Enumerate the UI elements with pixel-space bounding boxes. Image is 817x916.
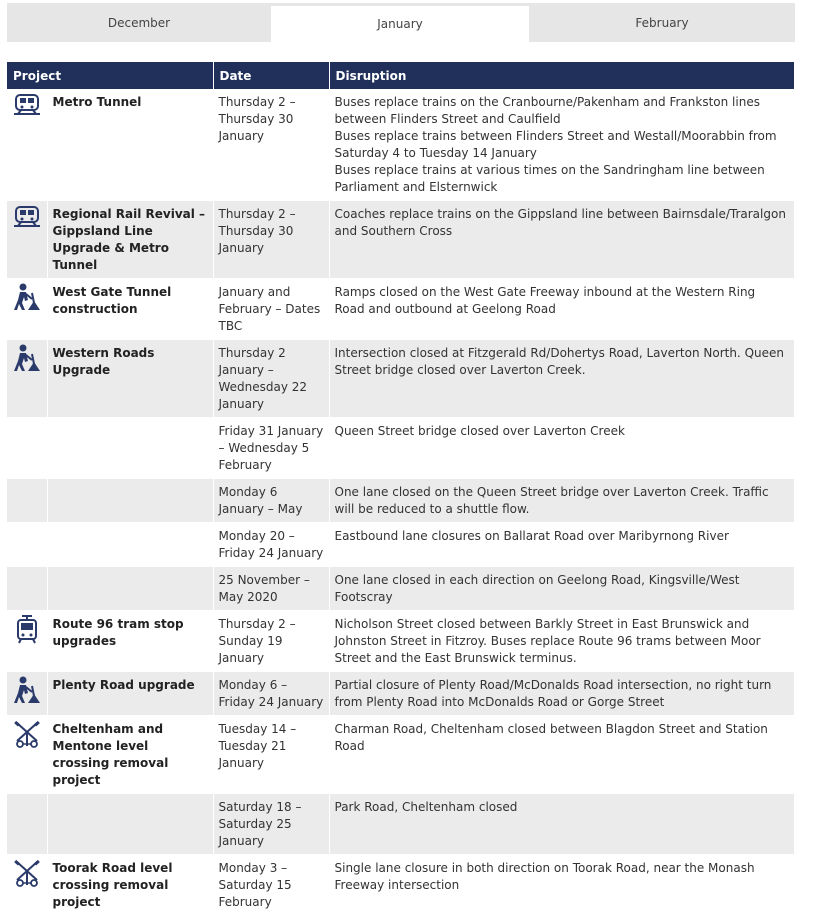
disruption-cell <box>329 855 794 916</box>
disruption-cell <box>329 279 794 340</box>
roadworker-icon <box>9 676 45 704</box>
tab-january[interactable]: January <box>271 6 529 42</box>
project-icon-cell <box>7 89 47 201</box>
date-cell: Tuesday 14 – Tuesday 21 January <box>213 716 329 794</box>
disruption-cell <box>329 89 794 201</box>
date-cell: Thursday 2 January – Wednesday 22 January <box>213 340 329 418</box>
disruption-text: One lane closed on the Queen Street bridge over Laverton Creek. Traffic will be reduced to a shuttle flow. <box>334 485 769 516</box>
disruption-cell <box>329 672 794 716</box>
date-cell: January and February – Dates TBC <box>213 279 329 340</box>
project-name <box>47 418 213 479</box>
project-icon-cell <box>7 855 47 916</box>
date-cell: Monday 6 – Friday 24 January <box>213 672 329 716</box>
disruption-text: Eastbound lane closures on Ballarat Road over Maribyrnong River <box>334 529 729 543</box>
roadworker-icon <box>9 344 45 372</box>
project-icon-cell <box>7 340 47 418</box>
header-project: Project <box>7 62 213 89</box>
project-icon-cell <box>7 523 47 567</box>
project-name: Route 96 tram stop upgrades <box>47 611 213 672</box>
project-icon-cell <box>7 201 47 279</box>
disruption-cell <box>329 340 794 418</box>
table-body <box>7 89 794 916</box>
disruption-text: Intersection closed at Fitzgerald Rd/Dohertys Road, Laverton North. Queen Street bridge closed over Laverton Creek. <box>334 346 784 377</box>
date-cell: Friday 31 January – Wednesday 5 February <box>213 418 329 479</box>
disruption-text: Buses replace trains at various times on the Sandringham line between Parliament and Elsternwick <box>334 163 765 194</box>
date-cell: Monday 20 – Friday 24 January <box>213 523 329 567</box>
disruption-text: Coaches replace trains on the Gippsland line between Bairnsdale/Traralgon and Southern Cross <box>334 207 786 238</box>
date-cell: Thursday 2 – Thursday 30 January <box>213 89 329 201</box>
month-tabs <box>7 3 795 42</box>
header-date: Date <box>213 62 329 89</box>
disruption-cell <box>329 716 794 794</box>
date-cell: Monday 6 January – May <box>213 479 329 523</box>
roadworker-icon <box>9 283 45 311</box>
table-row <box>7 201 794 279</box>
disruption-cell <box>329 479 794 523</box>
table-row <box>7 279 794 340</box>
project-name: Western Roads Upgrade <box>47 340 213 418</box>
date-cell: Thursday 2 – Thursday 30 January <box>213 201 329 279</box>
disruption-cell <box>329 794 794 855</box>
project-name: Plenty Road upgrade <box>47 672 213 716</box>
level-crossing-icon <box>9 859 45 889</box>
train-icon <box>9 205 45 231</box>
project-icon-cell <box>7 479 47 523</box>
disruption-text: Buses replace trains between Flinders Street and Westall/Moorabbin from Saturday 4 to Tuesday 14 January <box>334 129 777 160</box>
project-icon-cell <box>7 418 47 479</box>
table-header-row <box>7 62 794 89</box>
disruption-text: Buses replace trains on the Cranbourne/Pakenham and Frankston lines between Flinders Street and Caulfield <box>334 95 760 126</box>
table-row <box>7 418 794 479</box>
disruption-text: Partial closure of Plenty Road/McDonalds Road intersection, no right turn from Plenty Road into McDonalds Road or Gorge Street <box>334 678 772 709</box>
project-icon-cell <box>7 567 47 611</box>
disruption-text: Park Road, Cheltenham closed <box>334 800 518 814</box>
project-name <box>47 479 213 523</box>
project-icon-cell <box>7 716 47 794</box>
table-row <box>7 89 794 201</box>
table-row <box>7 523 794 567</box>
project-icon-cell <box>7 611 47 672</box>
date-cell: Thursday 2 – Sunday 19 January <box>213 611 329 672</box>
table-row <box>7 855 794 916</box>
disruption-text: Ramps closed on the West Gate Freeway inbound at the Western Ring Road and outbound at Geelong Road <box>334 285 756 316</box>
level-crossing-icon <box>9 720 45 750</box>
disruption-cell <box>329 567 794 611</box>
table-row <box>7 794 794 855</box>
disruption-cell <box>329 523 794 567</box>
tab-december[interactable]: December <box>107 15 171 30</box>
date-cell: Monday 3 – Saturday 15 February <box>213 855 329 916</box>
header-disruption: Disruption <box>329 62 794 89</box>
date-cell: 25 November – May 2020 <box>213 567 329 611</box>
tram-icon <box>9 615 45 645</box>
table-row <box>7 716 794 794</box>
disruption-text: Nicholson Street closed between Barkly Street in East Brunswick and Johnston Street in Fitzroy. Buses replace Route 96 trams between Moor Street and the East Brunswick terminus. <box>334 617 761 665</box>
disruption-cell <box>329 611 794 672</box>
disruption-cell <box>329 201 794 279</box>
table-row <box>7 672 794 716</box>
project-name: Toorak Road level crossing removal project <box>47 855 213 916</box>
tab-february[interactable]: February <box>635 15 689 30</box>
disruption-text: Single lane closure in both direction on Toorak Road, near the Monash Freeway intersection <box>334 861 755 892</box>
table-row <box>7 340 794 418</box>
project-name: Metro Tunnel <box>47 89 213 201</box>
disruption-text: One lane closed in each direction on Geelong Road, Kingsville/West Footscray <box>334 573 740 604</box>
disruption-cell <box>329 418 794 479</box>
project-icon-cell <box>7 279 47 340</box>
project-icon-cell <box>7 794 47 855</box>
table-row <box>7 611 794 672</box>
table-row <box>7 479 794 523</box>
project-name: West Gate Tunnel construction <box>47 279 213 340</box>
disruptions-table <box>7 62 795 916</box>
project-name <box>47 794 213 855</box>
disruption-text: Queen Street bridge closed over Laverton Creek <box>334 424 625 438</box>
project-name: Regional Rail Revival – Gippsland Line Upgrade & Metro Tunnel <box>47 201 213 279</box>
train-icon <box>9 93 45 119</box>
project-icon-cell <box>7 672 47 716</box>
date-cell: Saturday 18 – Saturday 25 January <box>213 794 329 855</box>
disruption-text: Charman Road, Cheltenham closed between Blagdon Street and Station Road <box>334 722 768 753</box>
project-name <box>47 567 213 611</box>
project-name: Cheltenham and Mentone level crossing removal project <box>47 716 213 794</box>
table-row <box>7 567 794 611</box>
project-name <box>47 523 213 567</box>
